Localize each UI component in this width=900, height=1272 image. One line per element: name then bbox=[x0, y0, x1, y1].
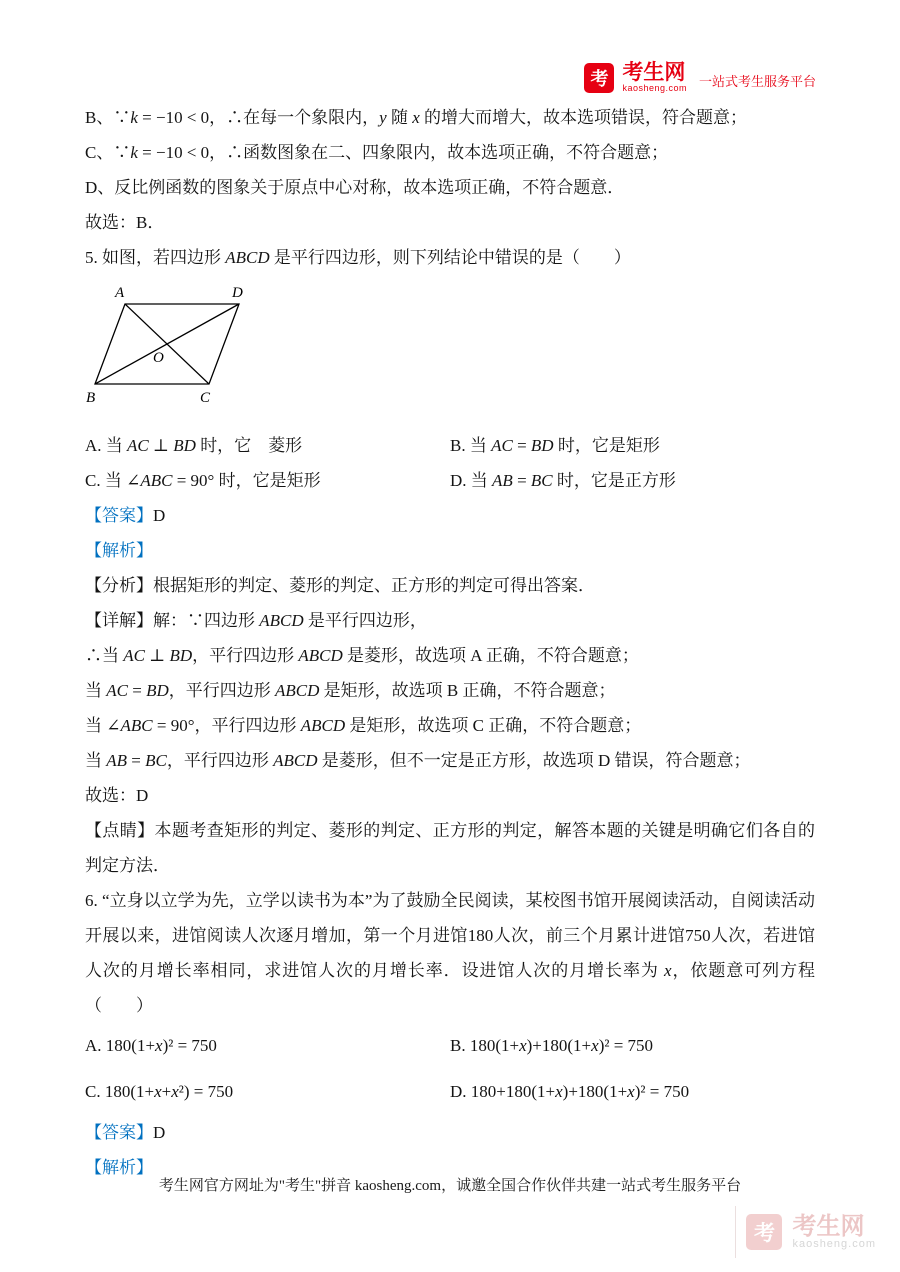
text-segment: 当 ∠ bbox=[85, 716, 121, 735]
text-segment: )² = 750 bbox=[598, 1036, 654, 1055]
text-segment: = 90°，平行四边形 bbox=[152, 716, 301, 735]
option bbox=[450, 463, 815, 498]
paragraph bbox=[85, 533, 815, 568]
math-text: ABCD bbox=[300, 716, 346, 735]
math-text: ABCD bbox=[275, 681, 320, 700]
vertex-label-d: D bbox=[232, 285, 243, 301]
text-segment: 是矩形，故选项 B 正确，不符合题意； bbox=[319, 681, 616, 700]
text-segment: B、∵ bbox=[85, 108, 131, 127]
text-segment: 时，它是矩形 bbox=[553, 436, 660, 455]
option bbox=[85, 1023, 450, 1069]
paragraph bbox=[85, 708, 815, 743]
math-text: ABC bbox=[120, 716, 153, 735]
options-row bbox=[85, 428, 815, 463]
math-text: x bbox=[412, 108, 420, 127]
text-segment: + bbox=[161, 1082, 172, 1101]
text-segment: 是菱形，故选项 A 正确，不符合题意； bbox=[342, 646, 639, 665]
text-segment: = 90° 时，它是矩形 bbox=[172, 471, 321, 490]
text-segment: 时，它 菱形 bbox=[195, 436, 303, 455]
math-text: x bbox=[627, 1082, 635, 1101]
math-text: x bbox=[555, 1082, 563, 1101]
text-segment: 【点睛】本题考查矩形的判定、菱形的判定、正方形的判定，解答本题的关键是明确它们各自的判定方法． bbox=[85, 821, 815, 875]
vertex-label-a: A bbox=[115, 285, 125, 301]
text-segment: )² = 750 bbox=[634, 1082, 690, 1101]
paragraph bbox=[85, 603, 815, 638]
header-brand bbox=[584, 62, 816, 93]
watermark-brand: 考生网 bbox=[792, 1212, 865, 1240]
parallelogram-svg bbox=[85, 284, 257, 406]
text-segment: C、∵ bbox=[85, 143, 131, 162]
options-row bbox=[85, 463, 815, 498]
math-text: y bbox=[379, 108, 387, 127]
paragraph bbox=[85, 100, 815, 135]
text-segment: B. 180(1+ bbox=[450, 1036, 520, 1055]
paragraph bbox=[85, 135, 815, 170]
text-segment: ，平行四边形 bbox=[166, 751, 274, 770]
watermark-domain: kaosheng.com bbox=[792, 1237, 876, 1250]
options-row bbox=[85, 1023, 815, 1069]
options-row bbox=[85, 1069, 815, 1115]
watermark-text bbox=[792, 1214, 876, 1251]
option bbox=[85, 428, 450, 463]
text-segment: D bbox=[153, 1123, 166, 1142]
text-segment: )+180(1+ bbox=[562, 1082, 628, 1101]
math-text: BC bbox=[530, 471, 553, 490]
text-segment: 【分析】根据矩形的判定、菱形的判定、正方形的判定可得出答案． bbox=[85, 576, 595, 595]
text-segment: 是平行四边形，则下列结论中错误的是（ ） bbox=[269, 248, 631, 267]
brand-domain: kaosheng.com bbox=[622, 83, 687, 94]
brand-tagline: 一站式考生服务平台 bbox=[698, 74, 816, 90]
text-segment: 的增大而增大，故本选项错误，符合题意； bbox=[419, 108, 747, 127]
math-text: AB bbox=[492, 471, 513, 490]
math-text: BD bbox=[173, 436, 196, 455]
text-segment: C. 当 ∠ bbox=[85, 471, 141, 490]
text-segment: ∴当 bbox=[85, 646, 124, 665]
paragraph bbox=[85, 568, 815, 603]
brand-name: 考生网 bbox=[622, 61, 686, 84]
paragraph bbox=[85, 673, 815, 708]
text-segment: D bbox=[153, 506, 166, 525]
math-text: x bbox=[171, 1082, 179, 1101]
math-text: x bbox=[154, 1082, 162, 1101]
text-segment: 【答案】 bbox=[85, 506, 153, 525]
math-text: ABCD bbox=[298, 646, 343, 665]
text-segment: )² = 750 bbox=[162, 1036, 217, 1055]
paragraph bbox=[85, 1115, 815, 1150]
text-segment: 故选：B． bbox=[85, 213, 165, 232]
paragraph bbox=[85, 813, 815, 883]
footer-text: 考生网官方网址为"考生"拼音 kaosheng.com，诚邀全国合作伙伴共建一站式考生服务平台 bbox=[158, 1178, 742, 1194]
text-segment: 当 bbox=[85, 681, 107, 700]
watermark-icon: 考 bbox=[746, 1214, 782, 1250]
math-text: BD bbox=[530, 436, 554, 455]
text-segment: ⊥ bbox=[148, 436, 174, 455]
math-text: AC bbox=[127, 436, 149, 455]
text-segment: = −10 < 0，∴函数图象在二、四象限内，故本选项正确，不符合题意； bbox=[137, 143, 669, 162]
text-segment: 当 bbox=[85, 751, 107, 770]
text-segment: 5. 如图，若四边形 bbox=[85, 248, 226, 267]
text-segment: ⊥ bbox=[144, 646, 170, 665]
math-text: BC bbox=[145, 751, 167, 770]
math-text: AC bbox=[491, 436, 513, 455]
text-segment: A. 180(1+ bbox=[85, 1036, 156, 1055]
text-segment: 随 bbox=[386, 108, 413, 127]
math-text: x bbox=[519, 1036, 527, 1055]
text-segment: 故选：D bbox=[85, 786, 149, 805]
text-segment: D. 180+180(1+ bbox=[450, 1082, 556, 1101]
text-segment: )+180(1+ bbox=[526, 1036, 592, 1055]
brand-icon: 考 bbox=[584, 63, 614, 93]
paragraph bbox=[85, 638, 815, 673]
math-text: ABCD bbox=[225, 248, 270, 267]
text-segment: = −10 < 0，∴在每一个象限内， bbox=[137, 108, 380, 127]
paragraph bbox=[85, 883, 815, 1023]
paragraph bbox=[85, 778, 815, 813]
diagonal-bd bbox=[95, 304, 239, 384]
center-label-o: O bbox=[153, 350, 164, 366]
watermark-divider bbox=[735, 1206, 736, 1258]
text-segment: 【解析】 bbox=[85, 541, 153, 560]
text-segment: = bbox=[127, 751, 146, 770]
math-text: ABCD bbox=[273, 751, 318, 770]
text-segment: = bbox=[512, 436, 531, 455]
text-segment: 【详解】解：∵四边形 bbox=[85, 611, 260, 630]
text-segment: ，平行四边形 bbox=[168, 681, 275, 700]
math-text: ABCD bbox=[259, 611, 304, 630]
math-text: x bbox=[155, 1036, 163, 1055]
text-segment: = bbox=[127, 681, 147, 700]
text-segment: B. 当 bbox=[450, 436, 492, 455]
watermark bbox=[735, 1206, 876, 1258]
text-segment: ，平行四边形 bbox=[192, 646, 299, 665]
brand-text bbox=[622, 62, 687, 93]
text-segment: C. 180(1+ bbox=[85, 1082, 155, 1101]
text-segment: D. 当 bbox=[450, 471, 493, 490]
vertex-label-b: B bbox=[86, 390, 96, 406]
math-text: AC bbox=[123, 646, 145, 665]
paragraph bbox=[85, 498, 815, 533]
math-text: k bbox=[130, 108, 138, 127]
text-segment: 是平行四边形， bbox=[303, 611, 427, 630]
text-segment: 6. “立身以立学为先，立学以读书为本”为了鼓励全民阅读，某校图书馆开展阅读活动，自阅读活动开展以来，进馆阅读人次逐月增加，第一个月进馆180人次，前三个月累计进馆750人次，若进馆人次的月增长率相同，求进馆人次的月增长率．设进馆人次的月增长率为 bbox=[85, 891, 815, 980]
math-text: AC bbox=[106, 681, 128, 700]
option bbox=[450, 1023, 815, 1069]
paragraph bbox=[85, 170, 815, 205]
text-segment: D、反比例函数的图象关于原点中心对称，故本选项正确，不符合题意． bbox=[85, 178, 625, 197]
text-segment: A. 当 bbox=[85, 436, 128, 455]
option bbox=[85, 463, 450, 498]
text-segment: 【解析】 bbox=[85, 1158, 153, 1177]
paragraph bbox=[85, 743, 815, 778]
content bbox=[85, 100, 815, 1185]
text-segment: ²) = 750 bbox=[178, 1082, 234, 1101]
option bbox=[450, 428, 815, 463]
text-segment: 是菱形，但不一定是正方形，故选项 D 错误，符合题意； bbox=[317, 751, 751, 770]
math-text: x bbox=[591, 1036, 599, 1055]
option bbox=[450, 1069, 815, 1115]
math-text: k bbox=[130, 143, 138, 162]
math-text: x bbox=[664, 961, 672, 980]
text-segment: 是矩形，故选项 C 正确，不符合题意； bbox=[345, 716, 642, 735]
text-segment: ，依题意可列方程（ ） bbox=[85, 961, 816, 1015]
parallelogram-figure bbox=[85, 284, 815, 411]
vertex-label-c: C bbox=[200, 390, 211, 406]
text-segment: 【答案】 bbox=[85, 1123, 153, 1142]
paragraph bbox=[85, 205, 815, 240]
math-text: ABC bbox=[140, 471, 173, 490]
paragraph bbox=[85, 240, 815, 275]
math-text: AB bbox=[106, 751, 128, 770]
math-text: BD bbox=[169, 646, 193, 665]
text-segment: 时，它是正方形 bbox=[552, 471, 676, 490]
math-text: BD bbox=[146, 681, 169, 700]
text-segment: = bbox=[512, 471, 531, 490]
option bbox=[85, 1069, 450, 1115]
